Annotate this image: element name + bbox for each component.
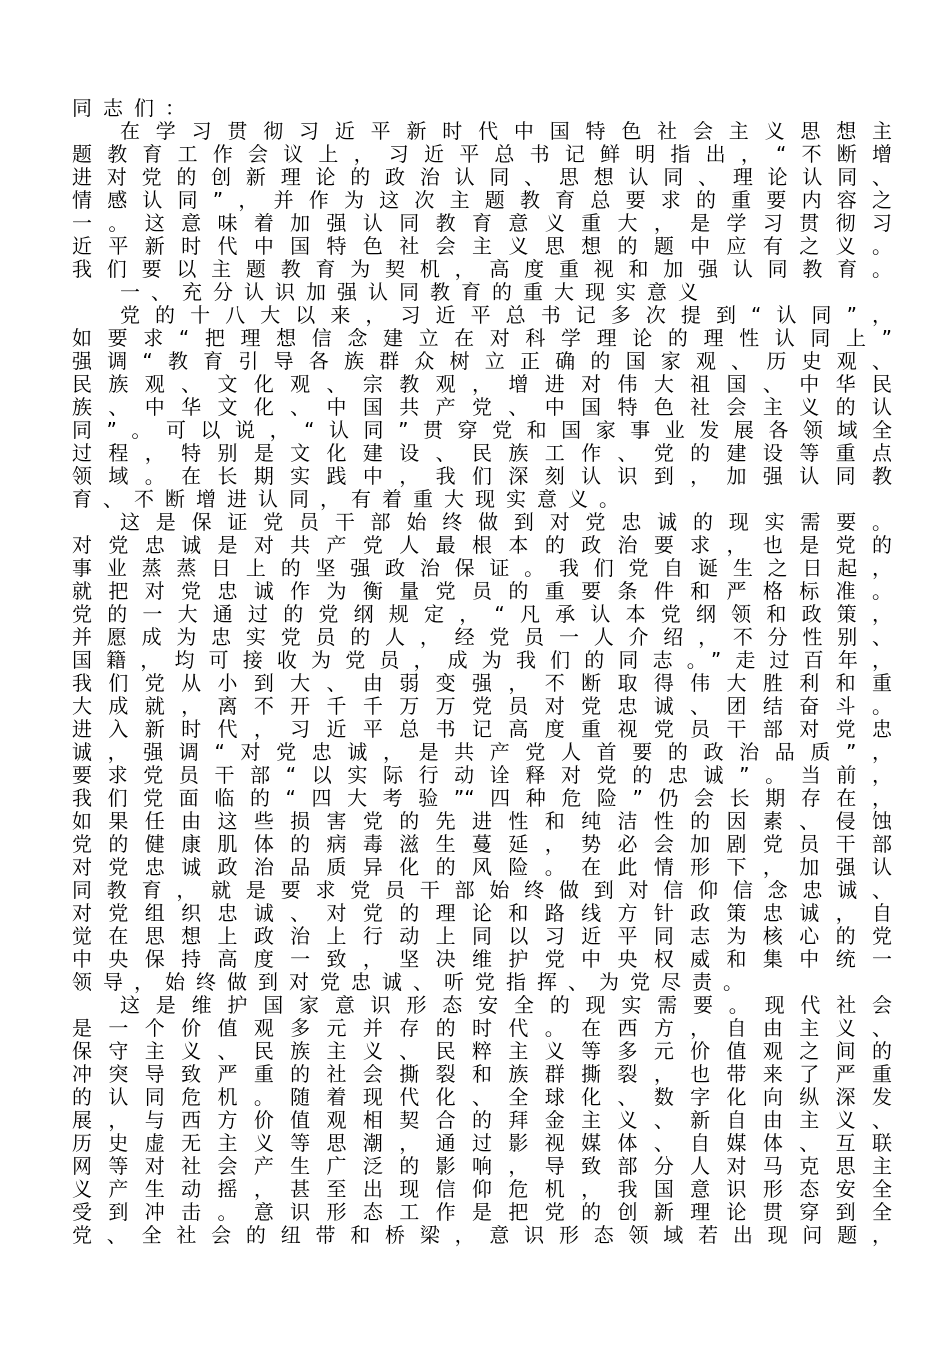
text-line: 题教育工作会议上，习近平总书记鲜明指出，“不断增 (72, 142, 892, 166)
text-line: 我们党从小到大、由弱变强，不断取得伟大胜利和重 (72, 671, 892, 695)
text-line: 诚，强调“对党忠诚，是共产党人首要的政治品质”， (72, 740, 892, 764)
text-line: 进对党的创新理论的政治认同、思想认同、理论认同、 (72, 165, 892, 189)
text-line: 网等对社会产生广泛的影响，导致部分人对马克思主 (72, 1154, 892, 1178)
text-line: 对党忠诚是对共产党人最根本的政治要求，也是党的 (72, 533, 892, 557)
text-line: 过程，特别是文化建设、民族工作、党的建设等重点 (72, 441, 892, 465)
section-heading: 一、充分认识加强认同教育的重大现实意义 (120, 280, 709, 304)
text-line: 大成就，离不开千千万万党员对党忠诚、团结奋斗。 (72, 694, 892, 718)
text-line: 受到冲击。意识形态工作是把党的创新理论贯穿到全 (72, 1200, 892, 1224)
text-line: 对党忠诚政治品质异化的风险。在此情形下，加强认 (72, 855, 892, 879)
text-line: 中央保持高度一致，坚决维护党中央权威和集中统一 (72, 947, 892, 971)
text-line: 对党组织忠诚、对党的理论和路线方针政策忠诚，自 (72, 901, 892, 925)
text-line: 如要求“把理想信念建立在对科学理论的理性认同上” (72, 326, 892, 350)
text-line: 并愿成为忠实党员的人，经党员一人介绍，不分性别、 (72, 625, 892, 649)
text-line: 进入新时代，习近平总书记高度重视党员干部对党忠 (72, 717, 892, 741)
text-line: 同教育，就是要求党员干部始终做到对信仰信念忠诚、 (72, 878, 892, 902)
text-line: 党的一大通过的党纲规定，“凡承认本党纲领和政策， (72, 602, 892, 626)
text-line: 我们要以主题教育为契机，高度重视和加强认同教育。 (72, 257, 892, 281)
text-line: 保守主义、民族主义、民粹主义等多元价值观之间的 (72, 1039, 892, 1063)
salutation: 同志们： (72, 96, 196, 120)
text-line: 要求党员干部“以实际行动诠释对党的忠诚”。当前， (72, 763, 892, 787)
text-line: 党的十八大以来，习近平总书记多次提到“认同”， (120, 303, 892, 327)
text-line: 的认同危机。随着现代化、全球化、数字化向纵深发 (72, 1085, 892, 1109)
text-line: 领导，始终做到对党忠诚、听党指挥、为党尽责。 (72, 970, 754, 994)
text-line: 就把对党忠诚作为衡量党员的重要条件和严格标准。 (72, 579, 892, 603)
text-line: 义产生动摇，甚至出现信仰危机，我国意识形态安全 (72, 1177, 892, 1201)
text-line: 一。这意味着加强认同教育意义重大，是学习贯彻习 (72, 211, 892, 235)
text-line: 我们党面临的“四大考验”“四种危险”仍会长期存在， (72, 786, 892, 810)
text-line: 近平新时代中国特色社会主义思想的题中应有之义。 (72, 234, 892, 258)
text-line: 党、全社会的纽带和桥梁，意识形态领域若出现问题， (72, 1223, 892, 1247)
text-line: 族、中华文化、中国共产党、中国特色社会主义的认 (72, 395, 892, 419)
text-line: 强调“教育引导各族群众树立正确的国家观、历史观、 (72, 349, 892, 373)
text-line: 民族观、文化观、宗教观，增进对伟大祖国、中华民 (72, 372, 892, 396)
text-line: 这是维护国家意识形态安全的现实需要。现代社会 (120, 993, 892, 1017)
text-line: 这是保证党员干部始终做到对党忠诚的现实需要。 (120, 510, 892, 534)
text-line: 冲突导致严重的社会撕裂和族群撕裂，也带来了严重 (72, 1062, 892, 1086)
text-line: 领域。在长期实践中，我们深刻认识到，加强认同教 (72, 464, 892, 488)
text-line: 历史虚无主义等思潮，通过影视媒体、自媒体、互联 (72, 1131, 892, 1155)
text-line: 育、不断增进认同，有着重大现实意义。 (72, 487, 630, 511)
text-line: 展，与西方价值观相契合的拜金主义、新自由主义、 (72, 1108, 892, 1132)
text-line: 如果任由这些损害党的先进性和纯洁性的因素、侵蚀 (72, 809, 892, 833)
text-line: 党的健康肌体的病毒滋生蔓延，势必会加剧党员干部 (72, 832, 892, 856)
text-line: 在学习贯彻习近平新时代中国特色社会主义思想主 (120, 119, 892, 143)
text-line: 国籍，均可接收为党员，成为我们的同志。”走过百年， (72, 648, 892, 672)
text-line: 情感认同”，并作为这次主题教育总要求的重要内容之 (72, 188, 892, 212)
text-line: 是一个价值观多元并存的时代。在西方，自由主义、 (72, 1016, 892, 1040)
text-line: 觉在思想上政治上行动上同以习近平同志为核心的党 (72, 924, 892, 948)
text-line: 同”。可以说，“认同”贯穿党和国家事业发展各领域全 (72, 418, 892, 442)
text-line: 事业蒸蒸日上的坚强政治保证。我们党自诞生之日起， (72, 556, 892, 580)
